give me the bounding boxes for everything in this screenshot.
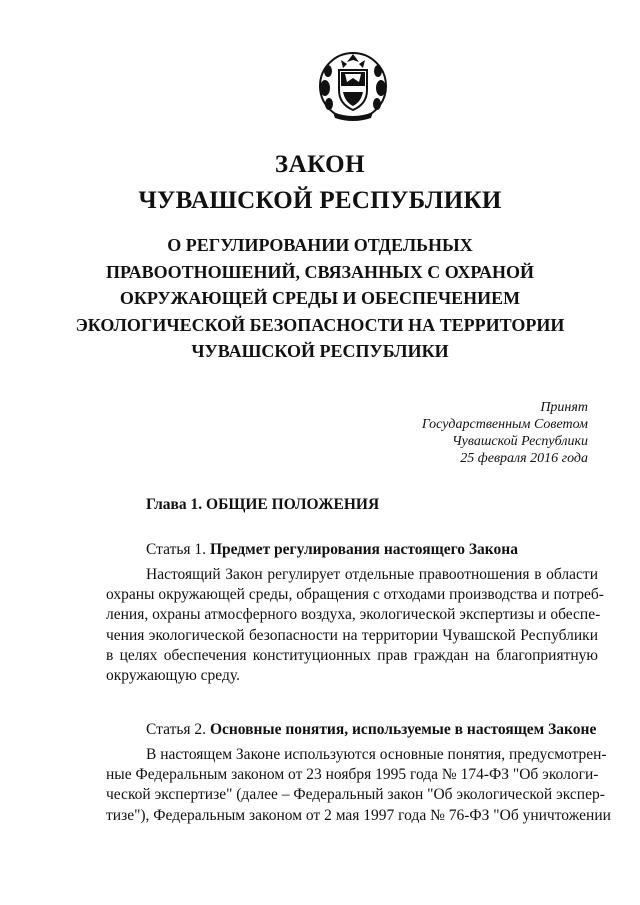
paragraph-line: в целях обеспечения конституционных прав граждан на благоприятную	[106, 646, 598, 664]
article-2-heading	[146, 721, 596, 739]
subtitle-line: ЧУВАШСКОЙ РЕСПУБЛИКИ	[191, 341, 449, 361]
paragraph-line: ные Федеральным законом от 23 ноября 1995 года № 174-ФЗ "Об экологи-	[106, 766, 599, 784]
paragraph-line: окружающую среду.	[106, 666, 240, 684]
adoption-line: Чувашской Республики	[452, 434, 588, 449]
chapter-heading: Глава 1. ОБЩИЕ ПОЛОЖЕНИЯ	[146, 496, 380, 513]
subtitle-line: ПРАВООТНОШЕНИЙ, СВЯЗАННЫХ С ОХРАНОЙ	[105, 261, 535, 282]
article-prefix: Статья 1.	[146, 541, 210, 558]
paragraph-line: тизе"), Федеральным законом от 2 мая 1997 года № 76-ФЗ "Об уничтожении	[106, 806, 611, 824]
article-2-body	[106, 745, 611, 826]
paragraph-line: чения экологической безопасности на территории Чувашской Республики	[106, 626, 598, 644]
subtitle-line: ЭКОЛОГИЧЕСКОЙ БЕЗОПАСНОСТИ НА ТЕРРИТОРИИ	[75, 314, 565, 335]
adoption-note	[422, 399, 588, 467]
article-1-body	[106, 565, 604, 686]
article-title: Предмет регулирования настоящего Закона	[209, 541, 518, 558]
article-title: Основные понятия, используемые в настоящем Законе	[209, 721, 597, 738]
chuvash-republic-emblem-icon	[313, 46, 393, 126]
adoption-line: Государственным Советом	[421, 417, 588, 432]
law-subtitle	[0, 232, 640, 365]
paragraph-line: ления, охраны атмосферного воздуха, экологической экспертизы и обеспе-	[106, 606, 601, 624]
paragraph-line: ческой экспертизе" (далее – Федеральный закон "Об экологической экспер-	[106, 786, 605, 804]
law-title: ЗАКОН	[274, 151, 366, 178]
paragraph-line: В настоящем Законе используются основные понятия, предусмотрен-	[146, 746, 607, 763]
adoption-date: 25 февраля 2016 года	[460, 451, 588, 466]
article-1-heading	[146, 541, 518, 559]
paragraph-line: Настоящий Закон регулирует отдельные правоотношения в области	[146, 566, 598, 583]
adoption-line: Принят	[540, 400, 588, 415]
subtitle-line: ОКРУЖАЮЩЕЙ СРЕДЫ И ОБЕСПЕЧЕНИЕМ	[119, 288, 521, 308]
paragraph-line: охраны окружающей среды, обращения с отходами производства и потреб-	[106, 586, 604, 604]
subtitle-line: О РЕГУЛИРОВАНИИ ОТДЕЛЬНЫХ	[167, 235, 473, 255]
article-prefix: Статья 2.	[146, 721, 210, 738]
law-title-republic: ЧУВАШСКОЙ РЕСПУБЛИКИ	[138, 187, 502, 214]
